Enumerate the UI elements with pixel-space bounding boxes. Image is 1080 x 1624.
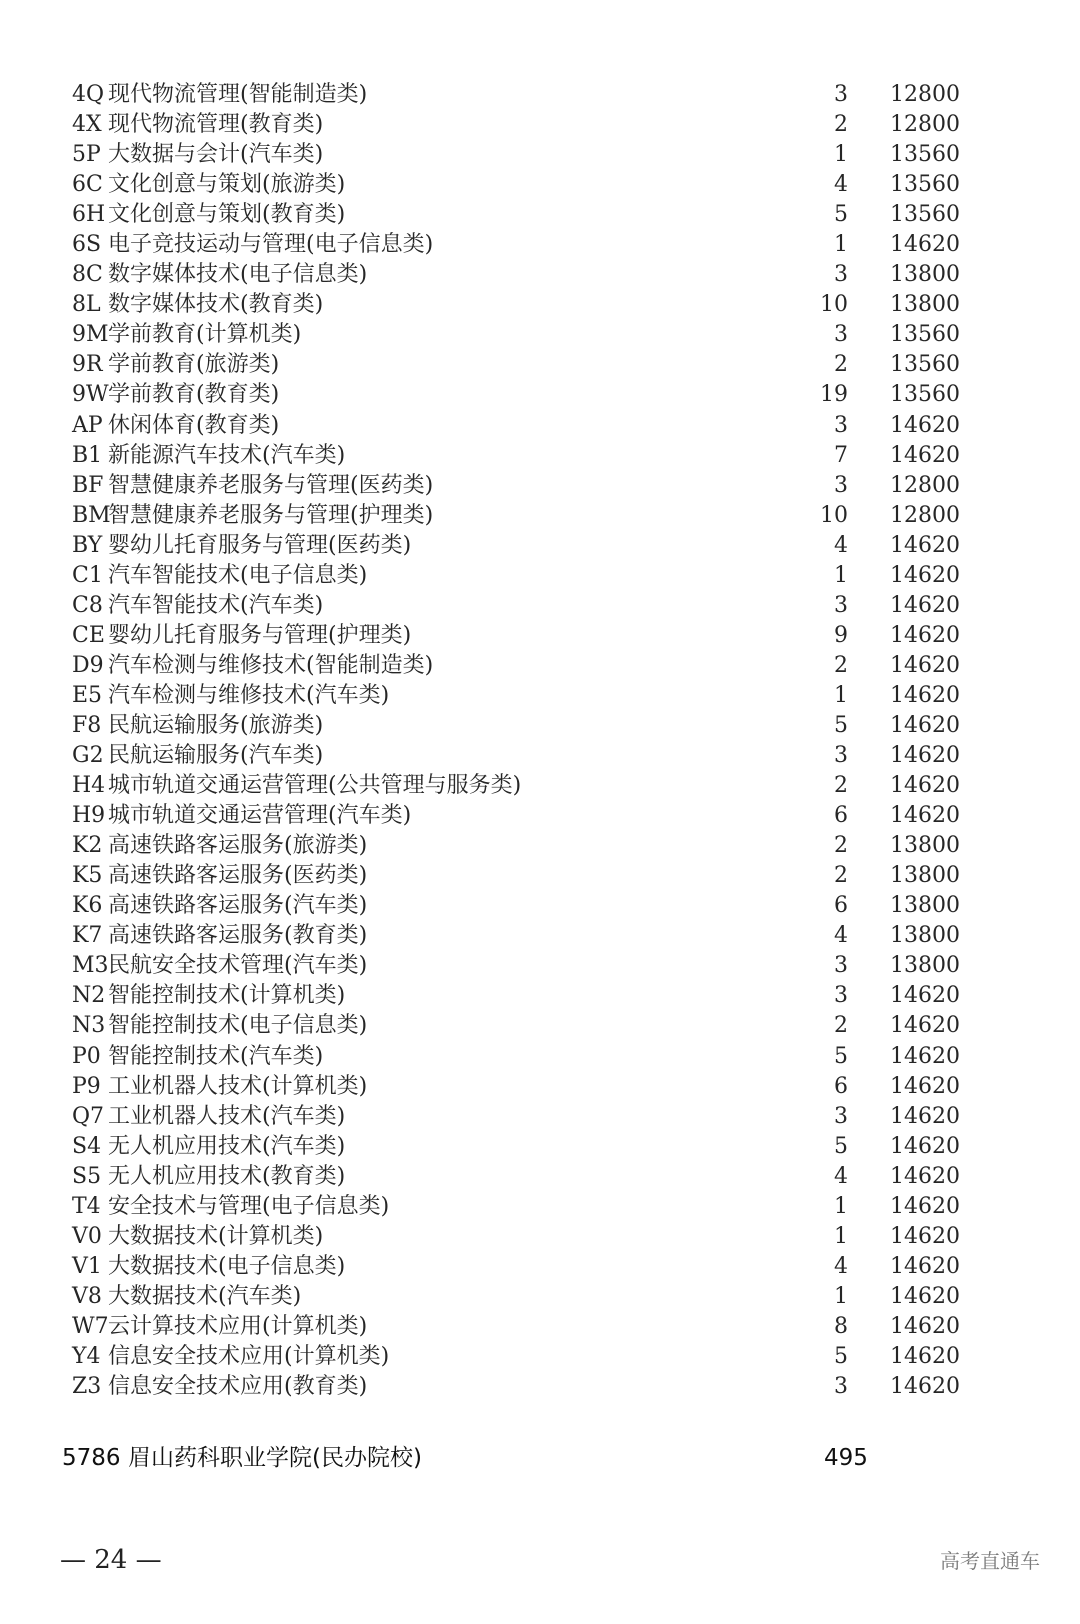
tuition-fee: 13560 [890, 352, 960, 378]
program-name: 大数据技术(计算机类) [108, 1223, 324, 1249]
table-row [0, 621, 1080, 651]
enrollment-count: 3 [834, 953, 848, 979]
program-code: K5 [72, 863, 103, 889]
program-code: Z3 [72, 1374, 102, 1400]
program-code: H9 [72, 803, 106, 829]
enrollment-count: 4 [834, 1163, 848, 1189]
table-row [0, 140, 1080, 170]
tuition-fee: 14620 [890, 743, 960, 769]
program-name: 高速铁路客运服务(旅游类) [108, 833, 368, 859]
enrollment-count: 5 [834, 202, 848, 228]
enrollment-count: 1 [834, 142, 848, 168]
table-row [0, 1042, 1080, 1072]
program-name: 汽车检测与维修技术(智能制造类) [108, 652, 434, 678]
tuition-fee: 14620 [890, 1133, 960, 1159]
enrollment-count: 3 [834, 262, 848, 288]
school-total: 495 [824, 1445, 868, 1471]
program-code: V8 [72, 1283, 102, 1309]
program-name: 民航安全技术管理(汽车类) [108, 953, 368, 979]
tuition-fee: 14620 [890, 1103, 960, 1129]
enrollment-count: 8 [834, 1313, 848, 1339]
tuition-fee: 13560 [890, 322, 960, 348]
enrollment-count: 4 [834, 532, 848, 558]
school-name: 眉山药科职业学院(民办院校) [128, 1445, 422, 1471]
tuition-fee: 14620 [890, 1163, 960, 1189]
enrollment-count: 1 [834, 562, 848, 588]
school-header [0, 1438, 1080, 1478]
enrollment-count: 1 [834, 682, 848, 708]
enrollment-count: 3 [834, 412, 848, 438]
program-name: 无人机应用技术(汽车类) [108, 1133, 346, 1159]
program-code: S4 [72, 1133, 102, 1159]
table-row [0, 771, 1080, 801]
program-code: K2 [72, 833, 103, 859]
enrollment-count: 5 [834, 712, 848, 738]
tuition-fee: 14620 [890, 442, 960, 468]
program-code: 8L [72, 292, 101, 318]
tuition-fee: 13560 [890, 142, 960, 168]
table-row [0, 861, 1080, 891]
enrollment-count: 3 [834, 322, 848, 348]
program-name: 电子竞技运动与管理(电子信息类) [108, 232, 434, 258]
tuition-fee: 14620 [890, 803, 960, 829]
table-row [0, 1072, 1080, 1102]
table-row [0, 651, 1080, 681]
program-code: P0 [72, 1043, 101, 1069]
table-row [0, 1102, 1080, 1132]
tuition-fee: 14620 [890, 1013, 960, 1039]
program-name: 高速铁路客运服务(医药类) [108, 863, 368, 889]
tuition-fee: 12800 [890, 472, 960, 498]
watermark: 高考直通车 [940, 1549, 1040, 1573]
program-code: W7 [72, 1313, 109, 1339]
program-code: F8 [72, 712, 102, 738]
program-name: 学前教育(旅游类) [108, 352, 280, 378]
enrollment-count: 7 [834, 442, 848, 468]
tuition-fee: 14620 [890, 712, 960, 738]
program-code: K6 [72, 893, 103, 919]
program-name: 休闲体育(教育类) [108, 412, 280, 438]
tuition-fee: 13800 [890, 292, 960, 318]
program-name: 智慧健康养老服务与管理(医药类) [108, 472, 434, 498]
table-row [0, 981, 1080, 1011]
tuition-fee: 13800 [890, 262, 960, 288]
enrollment-count: 3 [834, 1374, 848, 1400]
tuition-fee: 14620 [890, 232, 960, 258]
tuition-fee: 14620 [890, 562, 960, 588]
tuition-fee: 14620 [890, 532, 960, 558]
tuition-fee: 14620 [890, 682, 960, 708]
program-name: 文化创意与策划(旅游类) [108, 172, 346, 198]
table-row [0, 80, 1080, 110]
tuition-fee: 14620 [890, 1343, 960, 1369]
table-row [0, 531, 1080, 561]
table-row [0, 290, 1080, 320]
tuition-fee: 13800 [890, 893, 960, 919]
program-code: E5 [72, 682, 103, 708]
enrollment-count: 3 [834, 1103, 848, 1129]
program-name: 学前教育(计算机类) [108, 322, 302, 348]
program-code: N3 [72, 1013, 106, 1039]
table-row [0, 441, 1080, 471]
program-name: 汽车智能技术(电子信息类) [108, 562, 368, 588]
tuition-fee: 14620 [890, 622, 960, 648]
tuition-fee: 14620 [890, 1374, 960, 1400]
program-code: 4X [72, 112, 102, 138]
tuition-fee: 13800 [890, 923, 960, 949]
program-name: 婴幼儿托育服务与管理(医药类) [108, 532, 412, 558]
table-row [0, 801, 1080, 831]
program-code: Q7 [72, 1103, 105, 1129]
enrollment-count: 2 [834, 652, 848, 678]
program-code: BY [72, 532, 103, 558]
program-name: 信息安全技术应用(计算机类) [108, 1343, 390, 1369]
program-name: 高速铁路客运服务(汽车类) [108, 893, 368, 919]
enrollment-count: 3 [834, 472, 848, 498]
tuition-fee: 14620 [890, 592, 960, 618]
table-row [0, 741, 1080, 771]
program-name: 民航运输服务(汽车类) [108, 743, 324, 769]
table-row [0, 921, 1080, 951]
tuition-fee: 14620 [890, 1073, 960, 1099]
enrollment-count: 6 [834, 803, 848, 829]
table-row [0, 170, 1080, 200]
program-name: 数字媒体技术(电子信息类) [108, 262, 368, 288]
enrollment-count: 5 [834, 1133, 848, 1159]
program-name: 智慧健康养老服务与管理(护理类) [108, 502, 434, 528]
table-row [0, 260, 1080, 290]
tuition-fee: 14620 [890, 652, 960, 678]
program-code: 4Q [72, 82, 105, 107]
program-name: 婴幼儿托育服务与管理(护理类) [108, 622, 412, 648]
program-name: 汽车智能技术(汽车类) [108, 592, 324, 618]
tuition-fee: 14620 [890, 1253, 960, 1279]
program-name: 智能控制技术(汽车类) [108, 1043, 324, 1069]
program-code: S5 [72, 1163, 102, 1189]
table-row [0, 380, 1080, 410]
table-row [0, 831, 1080, 861]
program-name: 无人机应用技术(教育类) [108, 1163, 346, 1189]
enrollment-count: 3 [834, 983, 848, 1009]
enrollment-count: 6 [834, 893, 848, 919]
enrollment-count: 2 [834, 773, 848, 799]
program-name: 现代物流管理(教育类) [108, 112, 324, 138]
program-code: CE [72, 622, 105, 648]
program-name: 现代物流管理(智能制造类) [108, 82, 368, 107]
program-code: BF [72, 472, 104, 498]
table-row [0, 350, 1080, 380]
enrollment-count: 1 [834, 1193, 848, 1219]
enrollment-count: 2 [834, 1013, 848, 1039]
program-name: 新能源汽车技术(汽车类) [108, 442, 346, 468]
tuition-fee: 14620 [890, 1043, 960, 1069]
enrollment-count: 2 [834, 352, 848, 378]
tuition-fee: 14620 [890, 1313, 960, 1339]
program-code: 9R [72, 352, 103, 378]
tuition-fee: 13800 [890, 863, 960, 889]
enrollment-count: 19 [820, 382, 848, 408]
tuition-fee: 14620 [890, 1193, 960, 1219]
school-code: 5786 [62, 1445, 121, 1471]
tuition-fee: 12800 [890, 82, 960, 107]
table-row [0, 1132, 1080, 1162]
program-name: 大数据与会计(汽车类) [108, 142, 324, 168]
enrollment-count: 1 [834, 1223, 848, 1249]
table-row [0, 681, 1080, 711]
program-name: 信息安全技术应用(教育类) [108, 1374, 368, 1400]
table-row [0, 1162, 1080, 1192]
enrollment-count: 4 [834, 172, 848, 198]
program-code: 6S [72, 232, 102, 258]
table-row [0, 891, 1080, 921]
table-row [0, 501, 1080, 531]
enrollment-count: 3 [834, 743, 848, 769]
tuition-fee: 12800 [890, 502, 960, 528]
enrollment-count: 1 [834, 1283, 848, 1309]
enrollment-count: 2 [834, 863, 848, 889]
program-code: 5P [72, 142, 101, 168]
enrollment-count: 6 [834, 1073, 848, 1099]
program-name: 大数据技术(电子信息类) [108, 1253, 346, 1279]
enrollment-count: 2 [834, 833, 848, 859]
program-name: 民航运输服务(旅游类) [108, 712, 324, 738]
enrollment-count: 3 [834, 592, 848, 618]
enrollment-count: 5 [834, 1043, 848, 1069]
tuition-fee: 13800 [890, 833, 960, 859]
table-row [0, 711, 1080, 741]
table-row [0, 1011, 1080, 1041]
enrollment-count: 4 [834, 1253, 848, 1279]
program-code: BM [72, 502, 111, 528]
program-name: 工业机器人技术(计算机类) [108, 1073, 368, 1099]
program-name: 工业机器人技术(汽车类) [108, 1103, 346, 1129]
table-row [0, 951, 1080, 981]
table-row [0, 1222, 1080, 1252]
table-row [0, 1372, 1080, 1402]
enrollment-count: 1 [834, 232, 848, 258]
program-code: C8 [72, 592, 103, 618]
program-code: G2 [72, 743, 104, 769]
table-row [0, 200, 1080, 230]
program-code: 9M [72, 322, 109, 348]
program-name: 云计算技术应用(计算机类) [108, 1313, 368, 1339]
program-name: 大数据技术(汽车类) [108, 1283, 302, 1309]
program-name: 安全技术与管理(电子信息类) [108, 1193, 390, 1219]
program-name: 城市轨道交通运营管理(汽车类) [108, 803, 412, 829]
program-name: 智能控制技术(电子信息类) [108, 1013, 368, 1039]
program-name: 高速铁路客运服务(教育类) [108, 923, 368, 949]
table-row [0, 1282, 1080, 1312]
program-name: 数字媒体技术(教育类) [108, 292, 324, 318]
program-code: D9 [72, 652, 104, 678]
program-name: 城市轨道交通运营管理(公共管理与服务类) [108, 773, 522, 799]
tuition-fee: 13560 [890, 382, 960, 408]
tuition-fee: 13560 [890, 202, 960, 228]
program-name: 文化创意与策划(教育类) [108, 202, 346, 228]
program-name: 汽车检测与维修技术(汽车类) [108, 682, 390, 708]
program-code: P9 [72, 1073, 101, 1099]
tuition-fee: 13800 [890, 953, 960, 979]
tuition-fee: 13560 [890, 172, 960, 198]
program-code: T4 [72, 1193, 101, 1219]
enrollment-count: 4 [834, 923, 848, 949]
enrollment-count: 10 [820, 292, 848, 318]
program-name: 智能控制技术(计算机类) [108, 983, 346, 1009]
enrollment-count: 5 [834, 1343, 848, 1369]
program-code: 9W [72, 382, 109, 408]
tuition-fee: 14620 [890, 1283, 960, 1309]
program-code: 6C [72, 172, 103, 198]
tuition-fee: 14620 [890, 773, 960, 799]
table-row [0, 110, 1080, 140]
tuition-fee: 14620 [890, 1223, 960, 1249]
tuition-fee: 14620 [890, 983, 960, 1009]
table-row [0, 1192, 1080, 1222]
program-code: AP [72, 412, 103, 438]
table-row [0, 471, 1080, 501]
table-row [0, 230, 1080, 260]
program-list [0, 80, 1080, 1402]
table-row [0, 411, 1080, 441]
table-row [0, 1312, 1080, 1342]
program-code: V1 [72, 1253, 102, 1279]
enrollment-count: 3 [834, 82, 848, 107]
program-code: K7 [72, 923, 103, 949]
table-row [0, 591, 1080, 621]
program-code: M3 [72, 953, 109, 979]
enrollment-count: 2 [834, 112, 848, 138]
table-row [0, 1252, 1080, 1282]
program-code: 8C [72, 262, 103, 288]
program-name: 学前教育(教育类) [108, 382, 280, 408]
program-code: H4 [72, 773, 106, 799]
tuition-fee: 12800 [890, 112, 960, 138]
table-row [0, 1342, 1080, 1372]
program-code: V0 [72, 1223, 102, 1249]
program-code: N2 [72, 983, 106, 1009]
enrollment-count: 10 [820, 502, 848, 528]
tuition-fee: 14620 [890, 412, 960, 438]
program-code: 6H [72, 202, 106, 228]
program-code: C1 [72, 562, 103, 588]
program-code: B1 [72, 442, 103, 468]
table-row [0, 561, 1080, 591]
enrollment-count: 9 [834, 622, 848, 648]
program-code: Y4 [72, 1343, 101, 1369]
page-number: — 24 — [60, 1545, 162, 1575]
table-row [0, 320, 1080, 350]
